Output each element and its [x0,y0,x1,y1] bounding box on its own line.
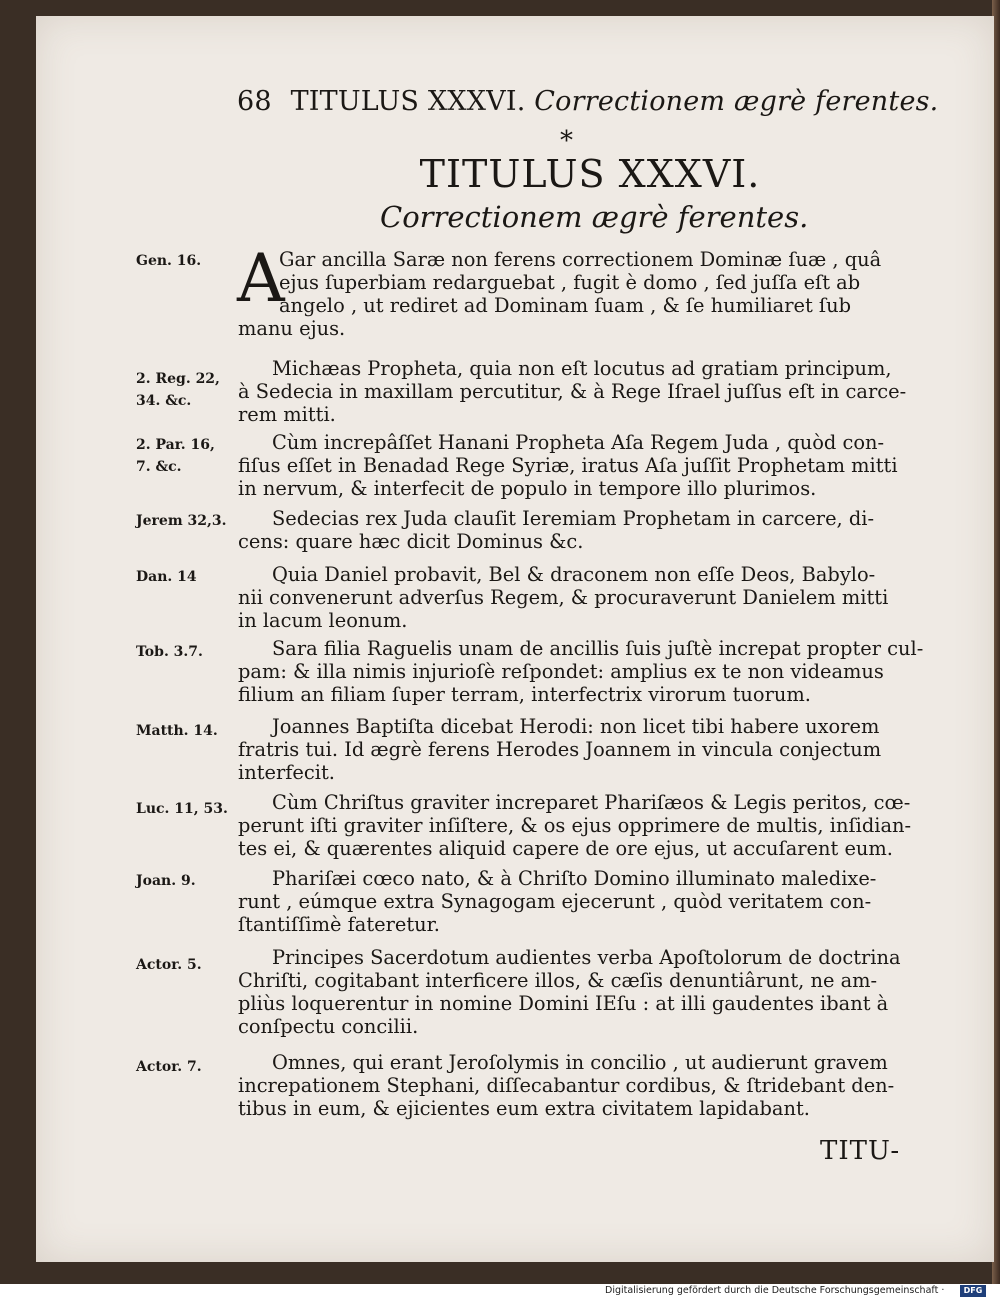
margin-reference [136,870,236,892]
text-line: Phariſæi cœco nato, & à Chriſto Domino illuminato maledixe- [272,867,877,890]
text-line: pam: & illa nimis injurioſè reſpondet: amplius ex te non videamus [238,660,884,683]
dfg-logo: DFG [960,1285,986,1297]
paragraph [238,431,924,500]
text-line: Chriſti, cogitabant interficere illos, & cæſis denuntiârunt, ne am- [238,969,878,992]
reference-line: 34. &c. [136,393,192,409]
reference-line: Dan. 14 [136,569,197,585]
reference-line: Luc. 11, 53. [136,801,228,817]
text-line: perunt iſti graviter inſiſtere, & os ejus opprimere de multis, inſidian- [238,814,912,837]
reference-line: Jerem 32,3. [136,513,227,529]
paragraph [238,867,924,936]
margin-reference [136,1056,236,1078]
text-line: Cùm increpâſſet Hanani Propheta Aſa Regem Juda , quòd con- [272,431,885,454]
page-title: TITULUS XXXVI. [419,152,761,196]
paragraph [238,791,924,860]
margin-reference [136,510,236,532]
text-line: Michæas Propheta, quia non eſt locutus ad gratiam principum, [272,357,892,380]
catchword: TITU- [820,1136,901,1166]
text-line: in lacum leonum. [238,609,408,632]
text-line: tibus in eum, & ejicientes eum extra civitatem lapidabant. [238,1097,810,1120]
text-line: fratris tui. Id ægrè ferens Herodes Joannem in vincula conjectum [238,738,882,761]
reference-line: Joan. 9. [136,873,196,889]
text-line: à Sedecia in maxillam percutitur, & à Rege Iſrael juſſus eſt in carce- [238,380,907,403]
text-line: pliùs loquerentur in nomine Domini IEſu : at illi gaudentes ibant à [238,992,889,1015]
margin-reference [136,434,236,478]
margin-reference [136,368,236,412]
title-asterisk: * [560,126,573,156]
reference-line: Actor. 5. [136,957,202,973]
text-line: Omnes, qui erant Jeroſolymis in concilio , ut audierunt gravem [272,1051,888,1074]
text-line: nii convenerunt adverſus Regem, & procuraverunt Danielem mitti [238,586,889,609]
reference-line: 2. Reg. 22, [136,371,220,387]
text-line: conſpectu concilii. [238,1015,419,1038]
text-line: fiſus eſſet in Benadad Rege Syriæ, iratus Aſa juſſit Prophetam mitti [238,454,898,477]
text-line: ſtantiſſimè fateretur. [238,913,440,936]
reference-line: 2. Par. 16, [136,437,215,453]
margin-reference [136,566,236,588]
paragraph [238,946,924,1038]
text-line: runt , eúmque extra Synagogam ejecerunt , quòd veritatem con- [238,890,872,913]
page-number: 68 [237,86,272,117]
text-line: Joannes Baptiſta dicebat Herodi: non licet tibi habere uxorem [272,715,880,738]
paragraph [238,715,924,784]
margin-reference [136,250,236,272]
text-line: ejus ſuperbiam redarguebat , fugit è domo , ſed juſſa eſt ab [279,271,861,294]
text-line: filium an filiam ſuper terram, interfectrix virorum tuorum. [238,683,811,706]
text-line: in nervum, & interfecit de populo in tempore illo plurimos. [238,477,817,500]
drop-cap: A [237,240,285,317]
text-line: increpationem Stephani, diſſecabantur cordibus, & ſtridebant den- [238,1074,895,1097]
margin-reference [136,641,236,663]
text-line: Principes Sacerdotum audientes verba Apoſtolorum de doctrina [272,946,901,969]
text-line: rem mitti. [238,403,336,426]
paragraph [237,240,924,340]
text-line: Cùm Chriſtus graviter increparet Phariſæos & Legis peritos, cœ- [272,791,911,814]
text-line: tes ei, & quærentes aliquid capere de ore ejus, ut accuſarent eum. [238,837,893,860]
reference-line: Tob. 3.7. [136,644,203,660]
text-line: angelo , ut rediret ad Dominam ſuam , & ſe humiliaret ſub [279,294,852,317]
digitization-credit: Digitalisierung gefördert durch die Deutsche Forschungsgemeinschaft · [605,1285,945,1296]
page-subtitle: Correctionem ægrè ferentes. [380,200,809,234]
text-line: cens: quare hæc dicit Dominus &c. [238,530,584,553]
text-line: Quia Daniel probavit, Bel & draconem non eſſe Deos, Babylo- [272,563,876,586]
paragraph [238,563,924,632]
reference-line: Matth. 14. [136,723,218,739]
text-line: interfecit. [238,761,335,784]
margin-reference [136,954,236,976]
text-line: Gar ancilla Saræ non ferens correctionem Dominæ ſuæ , quâ [279,248,882,271]
running-head-subject: Correctionem ægrè ferentes. [534,86,939,117]
paragraph [238,357,924,426]
margin-reference [136,720,236,742]
paragraph [238,1051,924,1120]
running-head-title: TITULUS XXXVI. [290,86,526,117]
margin-reference [136,798,236,820]
reference-line: Gen. 16. [136,253,202,269]
running-head [237,86,938,117]
reference-line: Actor. 7. [136,1059,202,1075]
paragraph [238,507,924,553]
reference-line: 7. &c. [136,459,182,475]
text-line: Sedecias rex Juda clauſit Ieremiam Prophetam in carcere, di- [272,507,875,530]
paragraph [238,637,924,706]
text-line: manu ejus. [238,317,346,340]
text-line: Sara filia Raguelis unam de ancillis ſuis juſtè increpat propter cul- [272,637,924,660]
